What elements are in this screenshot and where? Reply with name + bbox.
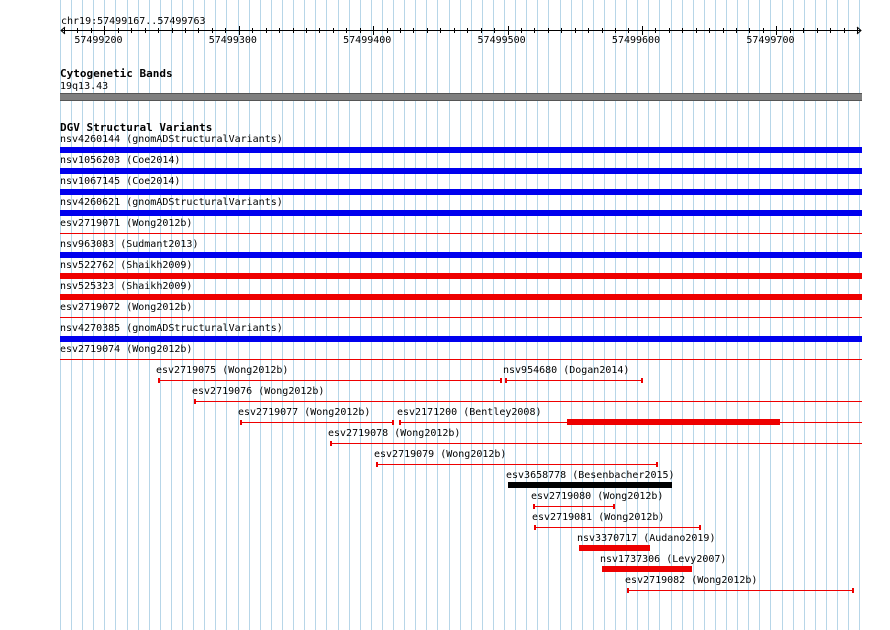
variant-label[interactable]: nsv3370717 (Audano2019) [577, 533, 716, 544]
variant-label[interactable]: esv2719072 (Wong2012b) [60, 302, 193, 313]
variant-bar[interactable] [60, 189, 862, 195]
variant-endcap [500, 378, 502, 383]
position-label: chr19:57499167..57499763 [61, 16, 206, 27]
variant-line[interactable] [194, 401, 862, 402]
variant-label[interactable]: nsv4270385 (gnomADStructuralVariants) [60, 323, 283, 334]
variant-label[interactable]: nsv4260144 (gnomADStructuralVariants) [60, 134, 283, 145]
cytoband-bar[interactable] [60, 93, 862, 101]
variant-bar[interactable] [60, 252, 862, 258]
variant-endcap [240, 420, 242, 425]
variant-line[interactable] [627, 590, 854, 591]
variant-endcap [392, 420, 394, 425]
variant-bar[interactable] [579, 545, 650, 551]
cytoband-label: 19q13.43 [60, 81, 109, 92]
variant-label[interactable]: esv2171200 (Bentley2008) [397, 407, 542, 418]
variant-label[interactable]: nsv1056203 (Coe2014) [60, 155, 181, 166]
cytoband-track-title: Cytogenetic Bands [60, 67, 173, 80]
variant-endcap [656, 462, 658, 467]
variant-label[interactable]: esv2719077 (Wong2012b) [238, 407, 371, 418]
variant-endcap [158, 378, 160, 383]
variant-bar[interactable] [60, 168, 862, 174]
variant-label[interactable]: esv2719075 (Wong2012b) [156, 365, 289, 376]
variant-endcap [613, 504, 615, 509]
variant-bar[interactable] [602, 566, 692, 572]
variant-label[interactable]: esv2719082 (Wong2012b) [625, 575, 758, 586]
variant-label[interactable]: esv2719076 (Wong2012b) [192, 386, 325, 397]
variant-endcap [534, 525, 536, 530]
dgv-track-title: DGV Structural Variants [60, 121, 213, 134]
ruler-tick-label: 57499400 [343, 35, 392, 46]
variant-label[interactable]: nsv4260621 (gnomADStructuralVariants) [60, 197, 283, 208]
variant-endcap [505, 378, 507, 383]
variant-label[interactable]: esv2719080 (Wong2012b) [531, 491, 664, 502]
variant-label[interactable]: esv2719081 (Wong2012b) [532, 512, 665, 523]
variant-endcap [376, 462, 378, 467]
variant-line[interactable] [330, 443, 862, 444]
variant-endcap [399, 420, 401, 425]
variant-thick-segment[interactable] [567, 419, 780, 425]
variant-label[interactable]: nsv1067145 (Coe2014) [60, 176, 181, 187]
ruler-tick-label: 57499200 [74, 35, 123, 46]
variant-endcap [330, 441, 332, 446]
variant-endcap [194, 399, 196, 404]
variant-label[interactable]: esv2719078 (Wong2012b) [328, 428, 461, 439]
variant-label[interactable]: nsv954680 (Dogan2014) [503, 365, 630, 376]
variant-line[interactable] [533, 506, 615, 507]
variant-label[interactable]: nsv522762 (Shaikh2009) [60, 260, 193, 271]
variant-bar[interactable] [60, 273, 862, 279]
variant-bar[interactable] [60, 359, 862, 360]
variant-bar[interactable] [60, 233, 862, 234]
ruler-tick-label: 57499600 [611, 35, 661, 46]
variant-label[interactable]: esv3658778 (Besenbacher2015) [506, 470, 675, 481]
variant-line[interactable] [240, 422, 394, 423]
variant-label[interactable]: esv2719079 (Wong2012b) [374, 449, 507, 460]
variant-endcap [533, 504, 535, 509]
variant-line[interactable] [376, 464, 658, 465]
ruler-tick-label: 57499700 [746, 35, 795, 46]
variant-bar[interactable] [60, 294, 862, 300]
variant-endcap [641, 378, 643, 383]
variant-line[interactable] [505, 380, 643, 381]
variant-label[interactable]: nsv525323 (Shaikh2009) [60, 281, 193, 292]
variant-bar[interactable] [60, 147, 862, 153]
variant-bar[interactable] [508, 482, 672, 488]
variant-bar[interactable] [60, 317, 862, 318]
variant-line[interactable] [158, 380, 502, 381]
variant-label[interactable]: esv2719074 (Wong2012b) [60, 344, 193, 355]
ruler-tick-label: 57499300 [208, 35, 257, 46]
variant-bar[interactable] [60, 336, 862, 342]
variant-line[interactable] [534, 527, 701, 528]
variant-bar[interactable] [60, 210, 862, 216]
variant-label[interactable]: esv2719071 (Wong2012b) [60, 218, 193, 229]
variant-endcap [627, 588, 629, 593]
variant-endcap [699, 525, 701, 530]
variant-endcap [852, 588, 854, 593]
variant-label[interactable]: nsv1737306 (Levy2007) [600, 554, 727, 565]
variant-label[interactable]: nsv963083 (Sudmant2013) [60, 239, 199, 250]
ruler-tick-label: 57499500 [477, 35, 526, 46]
